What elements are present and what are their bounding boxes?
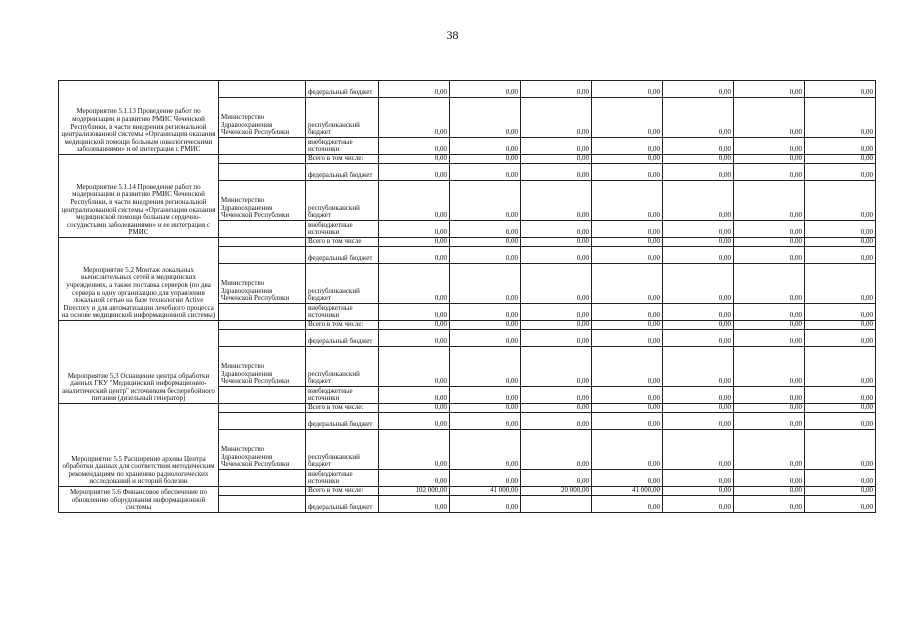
amount-cell: 0,00 <box>592 387 663 404</box>
amount-cell: 0,00 <box>521 155 592 164</box>
amount-cell: 0,00 <box>592 404 663 413</box>
amount-cell: 0,00 <box>805 321 876 330</box>
amount-cell: 0,00 <box>734 164 805 181</box>
executor-empty-cell <box>219 321 306 330</box>
amount-cell: 0,00 <box>521 98 592 138</box>
funding-source-extra: внебюджетные источники <box>306 138 379 155</box>
executor-cell: Министерство Здравоохранения Чеченской Республики <box>219 98 306 138</box>
page-number: 38 <box>446 28 459 42</box>
funding-source-total: Всего в том числе: <box>306 155 379 164</box>
amount-cell: 0,00 <box>521 238 592 247</box>
amount-cell: 0,00 <box>521 81 592 98</box>
funding-source-federal: федеральный бюджет <box>306 81 379 98</box>
amount-cell: 0,00 <box>592 321 663 330</box>
amount-cell: 0,00 <box>521 387 592 404</box>
amount-cell: 0,00 <box>805 98 876 138</box>
amount-cell: 0,00 <box>805 347 876 387</box>
amount-cell: 0,00 <box>805 496 876 513</box>
amount-cell: 0,00 <box>379 155 450 164</box>
amount-cell: 0,00 <box>379 247 450 264</box>
amount-cell: 0,00 <box>663 81 734 98</box>
amount-cell: 0,00 <box>379 98 450 138</box>
amount-cell: 0,00 <box>805 470 876 487</box>
amount-cell: 0,00 <box>450 81 521 98</box>
amount-cell: 0,00 <box>379 181 450 221</box>
amount-cell: 0,00 <box>663 238 734 247</box>
executor-empty-cell <box>219 164 306 181</box>
amount-cell: 0,00 <box>521 430 592 470</box>
amount-cell: 0,00 <box>521 247 592 264</box>
amount-cell: 0,00 <box>805 404 876 413</box>
amount-cell: 0,00 <box>592 413 663 430</box>
amount-cell: 0,00 <box>663 264 734 304</box>
funding-source-extra: внебюджетные источники <box>306 304 379 321</box>
funding-source-federal: федеральный бюджет <box>306 247 379 264</box>
amount-cell: 0,00 <box>805 330 876 347</box>
amount-cell: 0,00 <box>663 138 734 155</box>
executor-empty-cell <box>219 155 306 164</box>
executor-empty-cell <box>219 81 306 98</box>
funding-source-republican: республиканский бюджет <box>306 98 379 138</box>
amount-cell: 0,00 <box>592 330 663 347</box>
funding-source-republican: республиканский бюджет <box>306 347 379 387</box>
amount-cell: 0,00 <box>734 430 805 470</box>
executor-empty-cell <box>219 247 306 264</box>
executor-empty-cell <box>219 413 306 430</box>
amount-cell: 0,00 <box>379 138 450 155</box>
amount-cell: 0,00 <box>379 496 450 513</box>
amount-cell: 0,00 <box>734 155 805 164</box>
amount-cell: 0,00 <box>805 304 876 321</box>
executor-empty-cell <box>219 304 306 321</box>
amount-cell: 0,00 <box>379 387 450 404</box>
amount-cell: 0,00 <box>592 164 663 181</box>
funding-source-total: Всего в том числе <box>306 238 379 247</box>
executor-empty-cell <box>219 387 306 404</box>
table-row <box>59 81 876 98</box>
amount-cell: 0,00 <box>805 138 876 155</box>
amount-cell: 0,00 <box>379 470 450 487</box>
event-description: Мероприятие 5.3 Оснащение центра обработки данных ГКУ "Медицинский информационно-аналитический центр" источником бесперебойного питания (дизельный генератор) <box>59 321 219 404</box>
funding-source-total: Всего в том числе: <box>306 487 379 496</box>
amount-cell: 0,00 <box>521 138 592 155</box>
amount-cell: 0,00 <box>592 247 663 264</box>
amount-cell: 0,00 <box>663 155 734 164</box>
amount-cell: 0,00 <box>379 221 450 238</box>
executor-cell: Министерство Здравоохранения Чеченской Республики <box>219 430 306 470</box>
amount-cell: 0,00 <box>379 321 450 330</box>
amount-cell: 0,00 <box>379 164 450 181</box>
amount-cell: 0,00 <box>379 404 450 413</box>
amount-cell: 0,00 <box>521 470 592 487</box>
amount-cell: 0,00 <box>592 470 663 487</box>
amount-cell: 0,00 <box>734 81 805 98</box>
amount-cell: 0,00 <box>450 247 521 264</box>
amount-cell: 0,00 <box>450 181 521 221</box>
amount-cell: 0,00 <box>521 264 592 304</box>
amount-cell: 0,00 <box>734 264 805 304</box>
amount-cell: 41 000,00 <box>450 487 521 496</box>
budget-table <box>58 80 876 513</box>
amount-cell: 0,00 <box>450 138 521 155</box>
amount-cell: 0,00 <box>734 238 805 247</box>
amount-cell: 0,00 <box>592 347 663 387</box>
amount-cell: 0,00 <box>663 221 734 238</box>
amount-cell: 0,00 <box>450 304 521 321</box>
amount-cell: 0,00 <box>805 387 876 404</box>
amount-cell: 0,00 <box>592 264 663 304</box>
table-row <box>59 155 876 164</box>
amount-cell: 0,00 <box>663 164 734 181</box>
amount-cell: 0,00 <box>450 496 521 513</box>
executor-empty-cell <box>219 470 306 487</box>
table-row <box>59 238 876 247</box>
amount-cell: 0,00 <box>379 238 450 247</box>
amount-cell: 0,00 <box>592 430 663 470</box>
amount-cell: 0,00 <box>592 304 663 321</box>
amount-cell: 0,00 <box>734 487 805 496</box>
funding-source-total: Всего в том числе: <box>306 404 379 413</box>
amount-cell: 0,00 <box>805 264 876 304</box>
amount-cell: 0,00 <box>521 413 592 430</box>
amount-cell: 0,00 <box>734 181 805 221</box>
executor-empty-cell <box>219 404 306 413</box>
amount-cell: 0,00 <box>450 221 521 238</box>
funding-source-extra: внебюджетные источники <box>306 470 379 487</box>
event-description: Мероприятие 5.1.14 Проведение работ по модернизации и развитию РМИС Чеченской Республики, в части внедрения региональной централизованной системы «Организация оказания медицинской помощи больным сердечно-сосудистыми заболеваниями» и ее интеграция с РМИС <box>59 155 219 238</box>
executor-empty-cell <box>219 238 306 247</box>
amount-cell: 0,00 <box>663 181 734 221</box>
amount-cell: 0,00 <box>450 413 521 430</box>
table-row <box>59 487 876 496</box>
amount-cell: 0,00 <box>663 387 734 404</box>
amount-cell: 0,00 <box>734 413 805 430</box>
amount-cell: 0,00 <box>734 98 805 138</box>
amount-cell: 0,00 <box>450 404 521 413</box>
amount-cell: 0,00 <box>805 430 876 470</box>
amount-cell: 0,00 <box>663 247 734 264</box>
amount-cell: 0,00 <box>663 330 734 347</box>
table-row <box>59 321 876 330</box>
amount-cell: 0,00 <box>734 138 805 155</box>
amount-cell: 0,00 <box>592 81 663 98</box>
amount-cell: 0,00 <box>521 347 592 387</box>
event-description: Мероприятие 5.5 Расширение архива Центра обработки данных для соответствия методическим рекомендациям по хранению радиологических исследований и историй болезни <box>59 404 219 487</box>
funding-source-extra: внебюджетные источники <box>306 221 379 238</box>
amount-cell: 0,00 <box>663 404 734 413</box>
amount-cell: 0,00 <box>734 304 805 321</box>
amount-cell: 0,00 <box>521 304 592 321</box>
amount-cell: 0,00 <box>379 430 450 470</box>
amount-cell: 0,00 <box>734 330 805 347</box>
amount-cell: 0,00 <box>663 413 734 430</box>
amount-cell: 0,00 <box>521 404 592 413</box>
amount-cell: 0,00 <box>663 98 734 138</box>
executor-empty-cell <box>219 330 306 347</box>
amount-cell: 0,00 <box>734 404 805 413</box>
amount-cell: 0,00 <box>734 470 805 487</box>
amount-cell: 0,00 <box>592 221 663 238</box>
amount-cell: 0,00 <box>734 347 805 387</box>
executor-cell: Министерство Здравоохранения Чеченской Республики <box>219 181 306 221</box>
amount-cell: 0,00 <box>450 347 521 387</box>
amount-cell: 0,00 <box>663 321 734 330</box>
funding-source-federal: федеральный бюджет <box>306 496 379 513</box>
executor-empty-cell <box>219 496 306 513</box>
event-description: Мероприятие 5.6 Финансовое обеспечение по обновлению оборудования информационной системы <box>59 487 219 513</box>
amount-cell: 0,00 <box>805 81 876 98</box>
funding-source-total: Всего в том числе: <box>306 321 379 330</box>
amount-cell: 0,00 <box>734 221 805 238</box>
event-description: Мероприятие 5.2 Монтаж локальных вычислительных сетей в медицинских учреждениях, а также поставка серверов (по два сервера в одну организацию для управления локальной сетью на базе технологии Active Directory и для автоматизации лечебного процесса на основе медицинской информационной системы) <box>59 238 219 321</box>
amount-cell: 0,00 <box>379 264 450 304</box>
amount-cell: 0,00 <box>521 181 592 221</box>
amount-cell: 0,00 <box>379 413 450 430</box>
amount-cell: 0,00 <box>521 221 592 238</box>
amount-cell: 0,00 <box>592 98 663 138</box>
amount-cell: 0,00 <box>805 487 876 496</box>
amount-cell: 0,00 <box>734 387 805 404</box>
amount-cell: 0,00 <box>663 470 734 487</box>
amount-cell: 41 000,00 <box>592 487 663 496</box>
amount-cell: 0,00 <box>450 238 521 247</box>
amount-cell: 0,00 <box>592 155 663 164</box>
executor-cell: Министерство Здравоохранения Чеченской Республики <box>219 264 306 304</box>
event-description: Мероприятие 5.1.13 Проведение работ по модернизации и развитию РМИС Чеченской Республики, в части внедрения региональной централизованной системы «Организация оказания медицинской помощи больным онкологическими заболеваниями» и её интеграция с РМИС <box>59 81 219 155</box>
amount-cell: 0,00 <box>450 321 521 330</box>
funding-source-republican: республиканский бюджет <box>306 264 379 304</box>
executor-empty-cell <box>219 221 306 238</box>
amount-cell: 0,00 <box>805 247 876 264</box>
amount-cell: 0,00 <box>734 321 805 330</box>
amount-cell: 0,00 <box>450 470 521 487</box>
executor-empty-cell <box>219 138 306 155</box>
amount-cell: 0,00 <box>663 347 734 387</box>
amount-cell: 0,00 <box>450 98 521 138</box>
amount-cell: 0,00 <box>450 387 521 404</box>
amount-cell: 0,00 <box>592 238 663 247</box>
amount-cell: 0,00 <box>379 347 450 387</box>
amount-cell: 0,00 <box>663 487 734 496</box>
amount-cell: 0,00 <box>734 247 805 264</box>
amount-cell: 0,00 <box>379 304 450 321</box>
amount-cell: 0,00 <box>663 496 734 513</box>
amount-cell: 0,00 <box>450 330 521 347</box>
amount-cell: 0,00 <box>805 155 876 164</box>
funding-source-republican: республиканский бюджет <box>306 181 379 221</box>
amount-cell: 0,00 <box>805 413 876 430</box>
amount-cell: 0,00 <box>805 221 876 238</box>
amount-cell: 0,00 <box>521 330 592 347</box>
executor-empty-cell <box>219 487 306 496</box>
amount-cell: 0,00 <box>450 430 521 470</box>
amount-cell: 0,00 <box>592 138 663 155</box>
amount-cell: 0,00 <box>450 264 521 304</box>
amount-cell: 0,00 <box>805 238 876 247</box>
funding-source-federal: федеральный бюджет <box>306 413 379 430</box>
amount-cell: 0,00 <box>592 496 663 513</box>
amount-cell: 0,00 <box>663 304 734 321</box>
funding-source-federal: федеральный бюджет <box>306 330 379 347</box>
amount-cell: 102 000,00 <box>379 487 450 496</box>
funding-source-federal: федеральный бюджет <box>306 164 379 181</box>
amount-cell: 0,00 <box>521 321 592 330</box>
funding-source-extra: внебюджетные источники <box>306 387 379 404</box>
amount-cell <box>521 496 592 513</box>
amount-cell: 0,00 <box>521 164 592 181</box>
funding-source-republican: республиканский бюджет <box>306 430 379 470</box>
amount-cell: 0,00 <box>450 164 521 181</box>
amount-cell: 0,00 <box>450 155 521 164</box>
amount-cell: 0,00 <box>805 164 876 181</box>
amount-cell: 0,00 <box>379 81 450 98</box>
amount-cell: 0,00 <box>592 181 663 221</box>
amount-cell: 0,00 <box>663 430 734 470</box>
amount-cell: 0,00 <box>734 496 805 513</box>
table-row <box>59 404 876 413</box>
amount-cell: 20 000,00 <box>521 487 592 496</box>
executor-cell: Министерство Здравоохранения Чеченской Республики <box>219 347 306 387</box>
amount-cell: 0,00 <box>379 330 450 347</box>
amount-cell: 0,00 <box>805 181 876 221</box>
